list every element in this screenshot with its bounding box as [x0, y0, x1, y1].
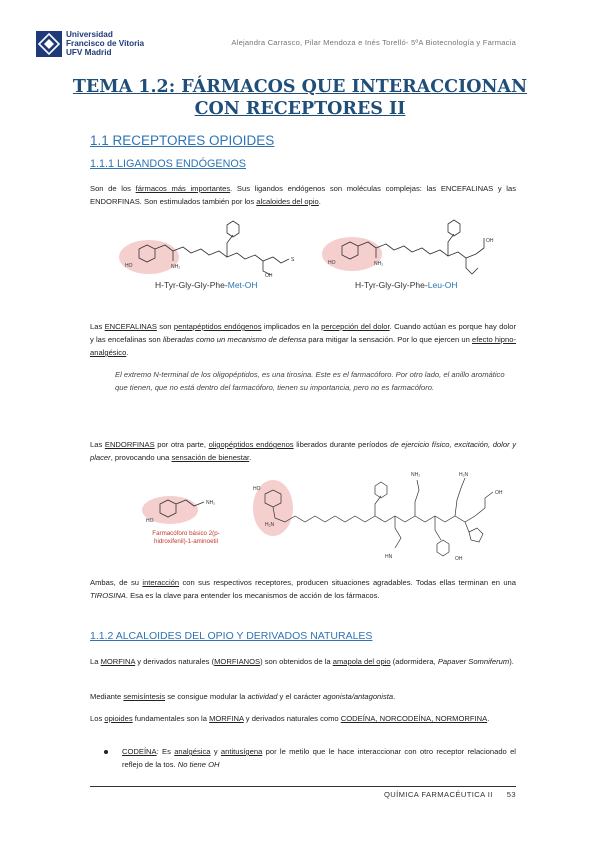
underlined-text: CODEÍNA	[122, 747, 157, 756]
logo-line-1: Universidad	[66, 30, 113, 39]
italic-text: actividad	[247, 692, 278, 701]
text: por otra parte,	[154, 440, 209, 449]
text: .	[126, 348, 129, 357]
header-authors: Alejandra Carrasco, Pilar Mendoza e Inés Torelló- 5ºA Biotecnología y Farmacia	[231, 38, 516, 47]
caption-highlight: Leu-OH	[427, 280, 458, 290]
caption-text: H-Tyr-Gly-Gly-Phe-	[155, 280, 228, 290]
underlined-text: sensación de bienestar	[171, 453, 250, 462]
text: y derivados naturales como	[243, 714, 341, 723]
underlined-text: ENDORFINAS	[104, 440, 155, 449]
underlined-text: ENCEFALINAS	[104, 322, 157, 331]
logo-text	[66, 30, 144, 57]
italic-text: No tiene OH	[177, 760, 220, 769]
text: para mitigar la sensación. Por lo que ejercen un	[306, 335, 473, 344]
underlined-text: oligopéptidos endógenos	[208, 440, 294, 449]
italic-text: Papaver Somniferum	[437, 657, 510, 666]
underlined-text: CODEÍNA, NORCODEÍNA, NORMORFINA	[340, 714, 488, 723]
bullet-codeina	[122, 745, 516, 771]
italic-text: liberadas como un mecanismo de defensa	[162, 335, 307, 344]
svg-text:HO: HO	[146, 518, 154, 524]
svg-text:OH: OH	[455, 556, 463, 562]
text: ) son obtenidos de la	[260, 657, 333, 666]
svg-text:HO: HO	[253, 486, 261, 492]
leu-enkephalin-structure	[318, 212, 508, 277]
svg-text:H₂N: H₂N	[459, 472, 469, 478]
met-enkephalin-structure	[115, 215, 305, 280]
endorphin-structure	[245, 468, 515, 568]
met-enkephalin-caption	[155, 280, 257, 290]
text: (adormidera,	[390, 657, 438, 666]
text: se consigue modular la	[165, 692, 248, 701]
pharmacophore-structure	[140, 488, 230, 528]
bullet-icon	[104, 750, 108, 754]
paragraph-opioides	[90, 712, 516, 725]
paragraph-semisintesis	[90, 690, 516, 703]
paragraph-ambas	[90, 576, 516, 602]
text: .	[487, 714, 490, 723]
page-title	[0, 76, 600, 120]
university-logo	[36, 30, 144, 57]
text: ).	[509, 657, 514, 666]
text: son	[156, 322, 174, 331]
svg-text:NH₂: NH₂	[374, 261, 384, 267]
text: y derivados naturales (	[135, 657, 215, 666]
text: Ambas, de su	[90, 578, 143, 587]
subsection-heading-1: 1.1.1 LIGANDOS ENDÓGENOS	[90, 158, 247, 170]
paragraph-endorfinas	[90, 438, 516, 464]
paragraph-intro	[90, 182, 516, 208]
paragraph-encefalinas	[90, 320, 516, 359]
title-line-1: TEMA 1.2: FÁRMACOS QUE INTERACCIONAN	[72, 77, 528, 97]
text: Son de los	[90, 184, 136, 193]
svg-text:HO: HO	[125, 263, 133, 269]
underlined-text: alcaloides del opio	[256, 197, 319, 206]
svg-text:S: S	[291, 257, 295, 263]
text: Los	[90, 714, 105, 723]
leu-enkephalin-caption	[355, 280, 458, 290]
underlined-text: MORFINA	[100, 657, 136, 666]
italic-text: agonista/antagonista	[323, 692, 394, 701]
text: La	[90, 657, 101, 666]
note-farmacoforo: El extremo N-terminal de los oligopéptidos, es una tirosina. Este es el farmacóforo. Por otro lado, el anillo aromático que tienen, que no está dentro del farmacóforo, tienen su importancia, pero no es farmacóforo.	[115, 370, 505, 392]
footer-course: QUÍMICA FARMACÉUTICA II	[383, 790, 493, 799]
text: .	[318, 197, 321, 206]
underlined-text: MORFIANOS	[214, 657, 261, 666]
text: .	[249, 453, 252, 462]
svg-text:OH: OH	[265, 273, 273, 279]
svg-text:H₂N: H₂N	[265, 522, 275, 528]
text: implicados en la	[261, 322, 322, 331]
text: : Es	[156, 747, 175, 756]
text: . Esa es la clave para entender los mecanismos de acción de los fármacos.	[125, 591, 380, 600]
text: liberados durante períodos	[293, 440, 391, 449]
text: y	[210, 747, 221, 756]
svg-text:OH: OH	[495, 490, 503, 496]
text: por le metilo que le hace interaccionar con otro receptor relacionado el reflejo de la tos.	[122, 747, 516, 769]
underlined-text: fármacos más importantes	[135, 184, 231, 193]
page-footer	[384, 790, 516, 799]
logo-line-2: Francisco de Vitoria	[66, 39, 145, 48]
text: . Cuando actúan es porque hay dolor y las encefalinas son	[90, 322, 517, 344]
text: fundamentales son la	[132, 714, 210, 723]
underlined-text: analgésica	[174, 747, 211, 756]
text: y el carácter	[277, 692, 324, 701]
title-line-2: CON RECEPTORES II	[194, 99, 406, 119]
svg-text:NH₂: NH₂	[171, 264, 181, 270]
page-number: 53	[506, 790, 516, 799]
svg-text:OH: OH	[486, 238, 494, 244]
underlined-text: interacción	[142, 578, 180, 587]
caption-highlight: Met-OH	[227, 280, 258, 290]
section-heading: 1.1 RECEPTORES OPIOIDES	[90, 133, 275, 148]
underlined-text: amapola del opio	[332, 657, 391, 666]
ufv-emblem-icon	[36, 31, 62, 57]
underlined-text: efecto hipno-analgésico	[90, 335, 517, 357]
svg-text:HN: HN	[385, 554, 393, 560]
svg-text:HO: HO	[328, 260, 336, 266]
caption-text: H-Tyr-Gly-Gly-Phe-	[355, 280, 428, 290]
svg-text:NH₂: NH₂	[411, 472, 421, 478]
logo-line-3: UFV Madrid	[66, 48, 112, 57]
underlined-text: percepción del dolor	[321, 322, 390, 331]
text: Las	[90, 440, 105, 449]
text: .	[393, 692, 396, 701]
paragraph-morfina	[90, 655, 516, 668]
subsection-heading-2: 1.1.2 ALCALOIDES DEL OPIO Y DERIVADOS NATURALES	[90, 630, 373, 642]
italic-text: de ejercicio físico, excitación, dolor y placer	[90, 440, 517, 462]
pharmacophore-label: Farmacóforo básico 2(p-hidroxifenil)-1-aminoetil	[152, 530, 220, 545]
footer-divider	[90, 786, 516, 787]
underlined-text: semisíntesis	[123, 692, 166, 701]
text: Mediante	[90, 692, 124, 701]
italic-text: TIROSINA	[90, 591, 126, 600]
text: con sus respectivos receptores, producen situaciones agradables. Todas ellas terminan en una	[179, 578, 516, 587]
underlined-text: antitusígena	[220, 747, 263, 756]
text: Las	[90, 322, 105, 331]
svg-text:NH₂: NH₂	[206, 500, 216, 506]
underlined-text: MORFINA	[209, 714, 244, 723]
underlined-text: opioides	[104, 714, 133, 723]
text: . Sus ligandos endógenos son moléculas complejas: las ENCEFALINAS y las ENDORFINAS. Son estimulados también por los	[90, 184, 516, 206]
text: , provocando una	[110, 453, 172, 462]
underlined-text: pentapéptidos endógenos	[173, 322, 262, 331]
